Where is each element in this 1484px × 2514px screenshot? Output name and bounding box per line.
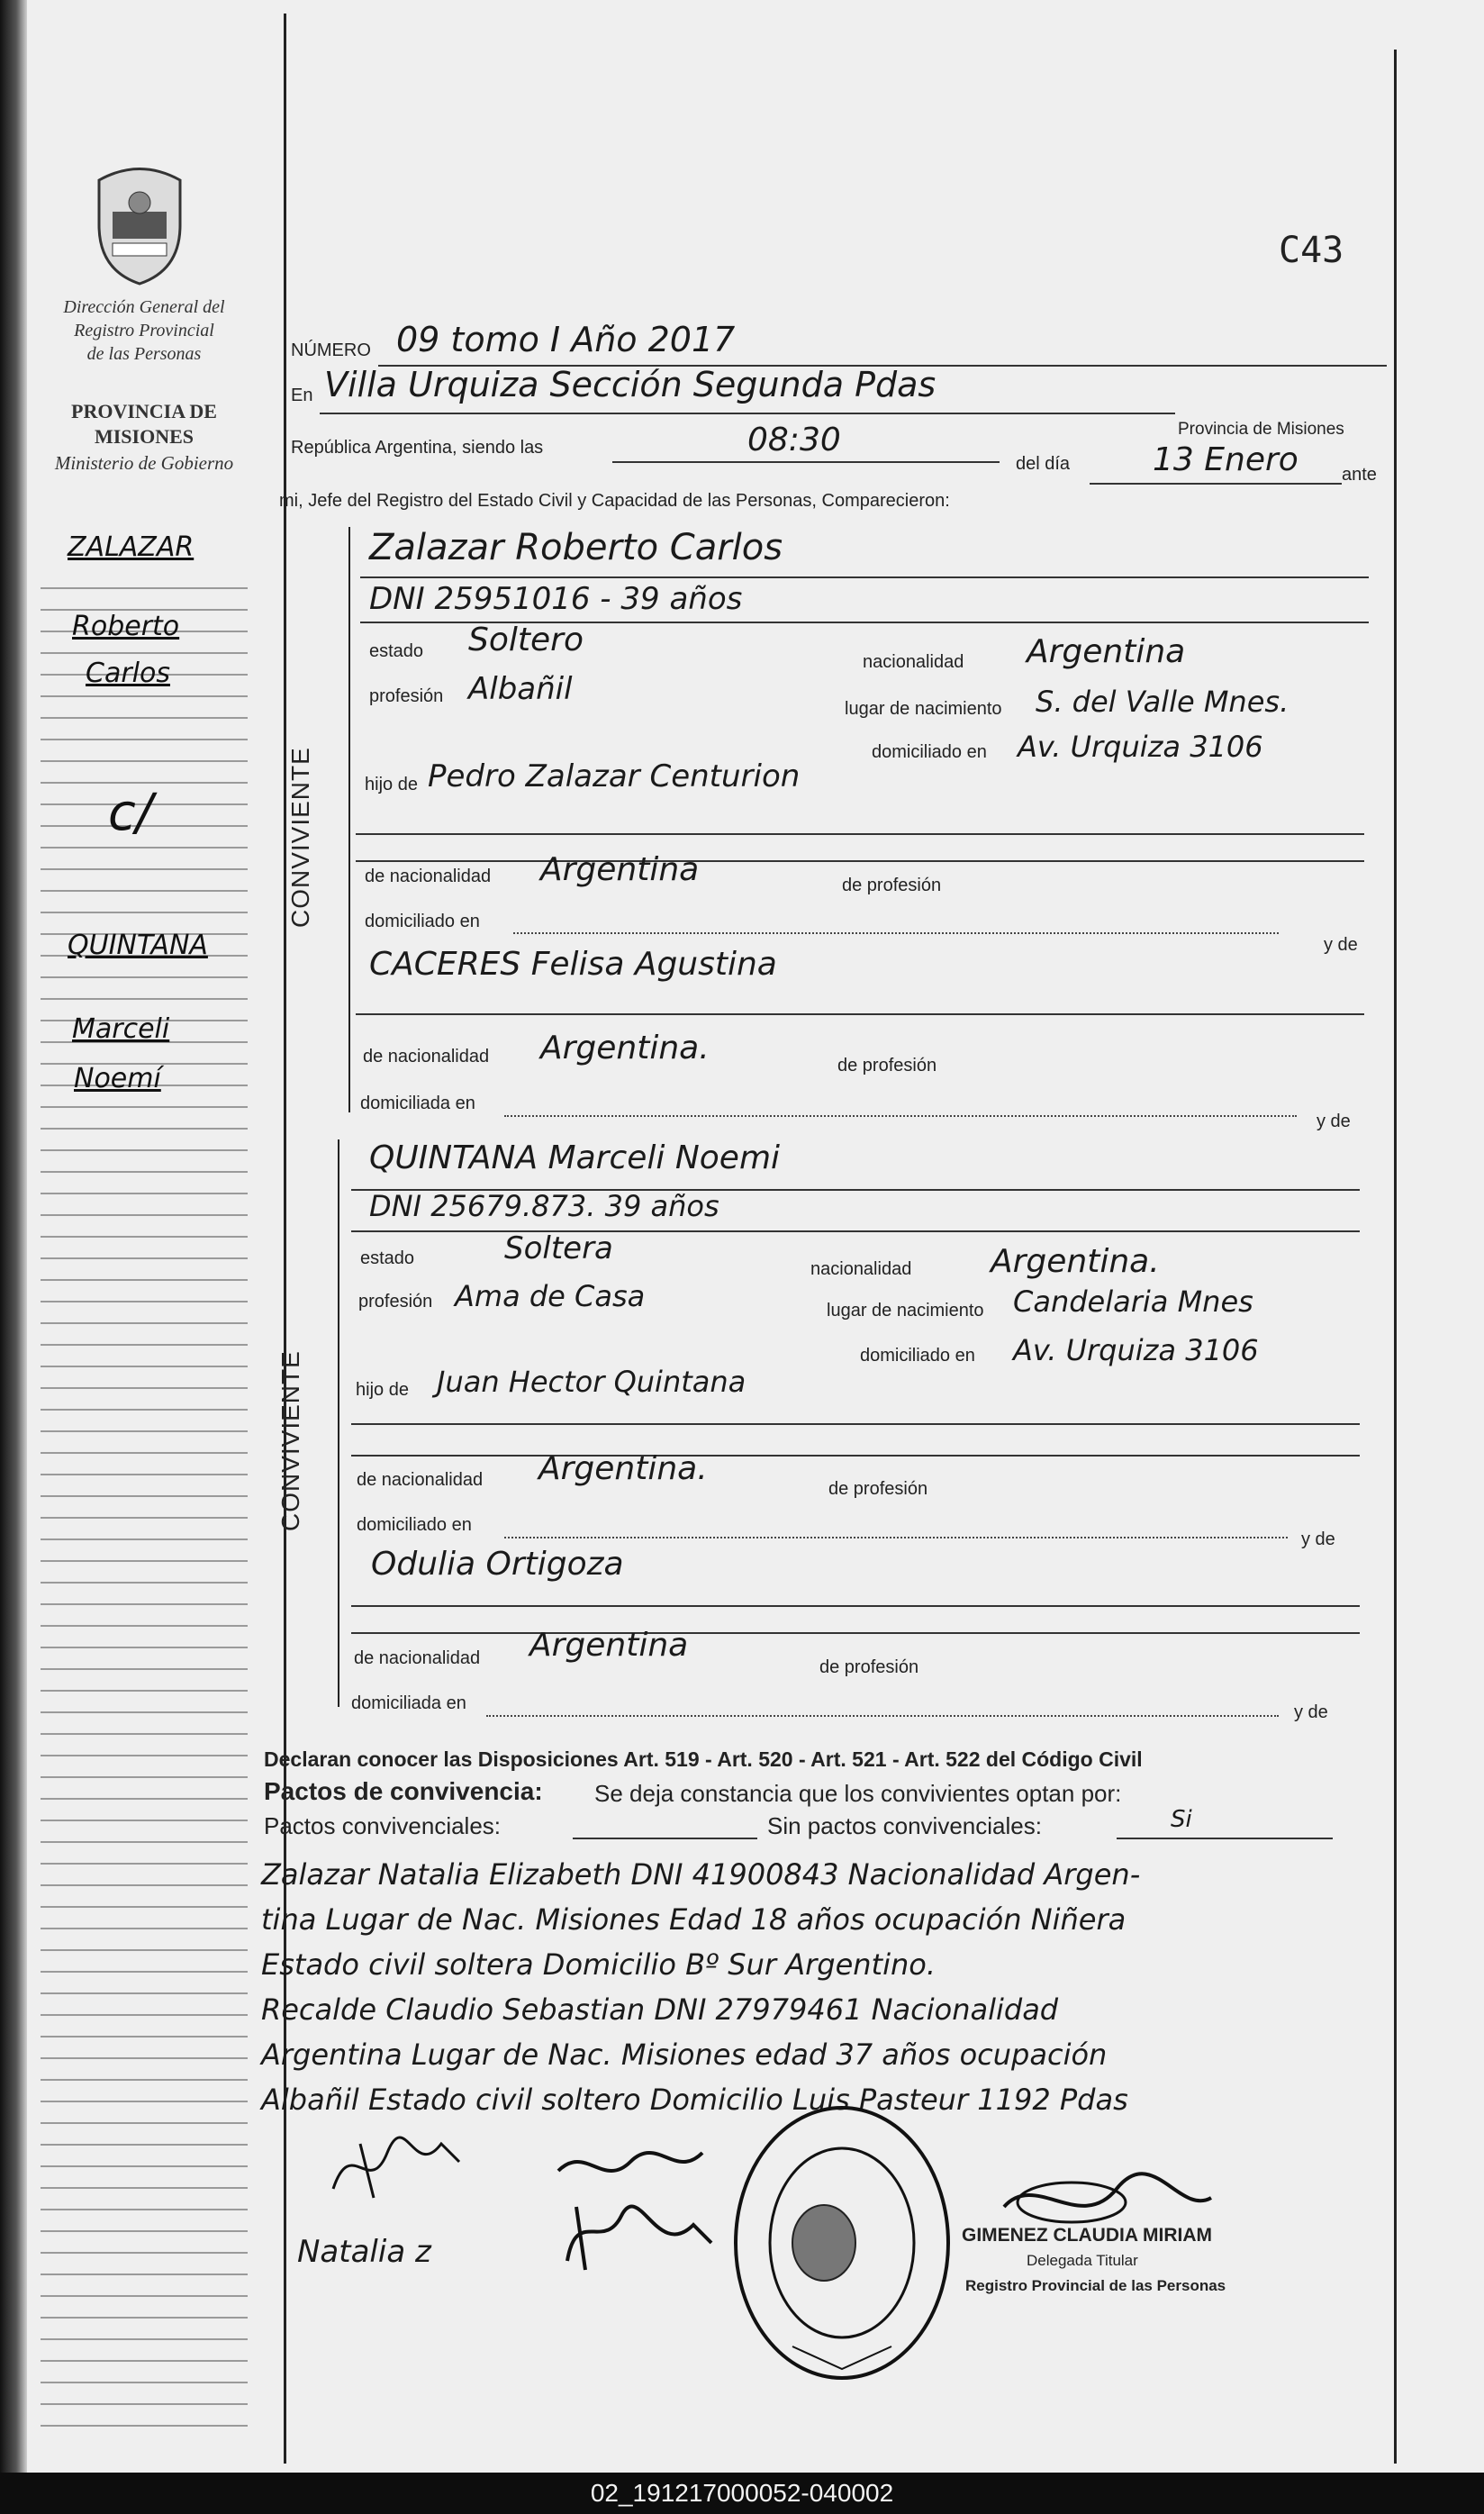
p1-dni: DNI 25951016 - 39 años: [369, 581, 743, 617]
rule: [351, 1423, 1360, 1425]
numero-value: 09 tomo I Año 2017: [396, 320, 736, 359]
conviviente-label-1: CONVIVIENTE: [286, 747, 314, 928]
margin-ruled-area: [41, 567, 248, 2441]
pactos-text: Se deja constancia que los convivientes optan por:: [594, 1780, 1122, 1807]
province-line2: MISIONES: [94, 425, 195, 448]
p1-name: Zalazar Roberto Carlos: [369, 527, 783, 568]
place-value: Villa Urquiza Sección Segunda Pdas: [324, 365, 937, 404]
rule: [320, 413, 1175, 414]
p2-estado-label: estado: [360, 1248, 415, 1268]
p1-mother-nac-label: de nacionalidad: [363, 1047, 490, 1066]
p2-father: Juan Hector Quintana: [437, 1365, 747, 1399]
rule: [356, 833, 1364, 835]
p2-domicilio: Av. Urquiza 3106: [1013, 1333, 1259, 1367]
p2-domicilio-label: domiciliado en: [860, 1346, 975, 1366]
conviviente-label-2: CONVIVIENTE: [276, 1350, 304, 1531]
rule: [504, 1537, 1288, 1538]
p2-mother-nac: Argentina: [529, 1627, 689, 1664]
date-value: 13 Enero: [1153, 441, 1298, 478]
p2-y-de-label: y de: [1301, 1529, 1335, 1549]
p2-profesion-label: profesión: [358, 1292, 433, 1311]
p2-mother-nac-label: de nacionalidad: [354, 1648, 481, 1668]
p2-mother-y-de: y de: [1294, 1702, 1328, 1722]
p1-estado: Soltero: [468, 622, 584, 658]
witness-line: Recalde Claudio Sebastian DNI 27979461 Nacionalidad: [261, 1992, 1059, 2027]
p1-mother-prof-label: de profesión: [837, 1056, 937, 1075]
right-margin-line: [1394, 50, 1397, 2464]
p1-father: Pedro Zalazar Centurion: [428, 758, 801, 794]
provincia-label: Provincia de Misiones: [1178, 420, 1344, 439]
p2-profesion: Ama de Casa: [455, 1279, 646, 1313]
province-line1: PROVINCIA DE: [71, 400, 217, 422]
p2-name: QUINTANA Marceli Noemi: [369, 1139, 781, 1176]
institution-line3: de las Personas: [86, 344, 202, 364]
p1-lugar: S. del Valle Mnes.: [1036, 685, 1289, 719]
p1-mother: CACERES Felisa Agustina: [369, 946, 777, 983]
rule: [351, 1230, 1360, 1232]
signature-scribble-2: [549, 2144, 720, 2279]
p2-estado: Soltera: [504, 1230, 613, 1266]
p1-lugar-label: lugar de nacimiento: [845, 699, 1002, 719]
p2-hijo-label: hijo de: [356, 1380, 409, 1400]
witness-line: Zalazar Natalia Elizabeth DNI 41900843 Nacionalidad Argen-: [261, 1857, 1141, 1892]
margin-surname-1: ZALAZAR: [68, 531, 195, 563]
p2-father-nac-label: de nacionalidad: [357, 1470, 484, 1490]
rule: [504, 1115, 1297, 1117]
page-number: C43: [1279, 230, 1344, 271]
signature-text: Natalia z: [297, 2234, 431, 2270]
p1-mother-dom-label: domiciliada en: [360, 1094, 475, 1113]
witness-line: Albañil Estado civil soltero Domicilio Luis Pasteur 1192 Pdas: [261, 2083, 1128, 2117]
provincial-seal-icon: [86, 162, 194, 288]
witness-line: Estado civil soltera Domicilio Bº Sur Argentino.: [261, 1947, 937, 1982]
margin-separator: c/: [108, 784, 153, 842]
numero-label: NÚMERO: [291, 340, 371, 360]
ante-label: ante: [1342, 465, 1377, 485]
witness-line: tina Lugar de Nac. Misiones Edad 18 años ocupación Niñera: [261, 1902, 1127, 1937]
p2-father-prof-label: de profesión: [828, 1479, 928, 1499]
ministry-name: Ministerio de Gobierno: [54, 452, 234, 474]
p2-lugar-label: lugar de nacimiento: [827, 1301, 984, 1321]
p1-nacionalidad: Argentina: [1027, 633, 1186, 670]
rule: [1117, 1838, 1333, 1839]
p1-mother-y-de: y de: [1317, 1112, 1351, 1131]
margin-given-1a: Roberto: [72, 611, 180, 642]
brace-1: [348, 527, 350, 1112]
witness-line: Argentina Lugar de Nac. Misiones edad 37 años ocupación: [261, 2038, 1108, 2072]
p1-father-nac-label: de nacionalidad: [365, 867, 492, 886]
p1-profesion: Albañil: [468, 671, 573, 707]
rule: [486, 1715, 1279, 1717]
p2-father-nac: Argentina.: [538, 1450, 708, 1487]
p1-hijo-label: hijo de: [365, 775, 418, 794]
official-title: Delegada Titular: [1027, 2252, 1138, 2269]
rule: [356, 1013, 1364, 1015]
p1-y-de-label: y de: [1324, 935, 1358, 955]
p2-mother-prof-label: de profesión: [819, 1657, 919, 1677]
pactos-conv-label: Pactos convivenciales:: [264, 1812, 502, 1839]
margin-given-2a: Marceli: [72, 1013, 170, 1045]
official-office: Registro Provincial de las Personas: [965, 2277, 1226, 2294]
book-binding: [0, 0, 27, 2473]
pactos-title: Pactos de convivencia:: [264, 1777, 543, 1805]
jefe-text: mi, Jefe del Registro del Estado Civil y Capacidad de las Personas, Comparecieron:: [279, 491, 950, 511]
rule: [351, 1455, 1360, 1457]
sin-pactos-label: Sin pactos convivenciales:: [767, 1812, 1042, 1839]
p2-nacionalidad: Argentina.: [991, 1243, 1160, 1280]
margin-given-2b: Noemí: [74, 1063, 161, 1094]
p1-estado-label: estado: [369, 641, 424, 661]
rule: [573, 1838, 757, 1839]
p2-mother-dom-label: domiciliada en: [351, 1693, 466, 1713]
republica-label: República Argentina, siendo las: [291, 438, 544, 458]
rule: [612, 461, 1000, 463]
p2-mother: Odulia Ortigoza: [371, 1546, 624, 1583]
p1-profesion-label: profesión: [369, 686, 444, 706]
official-name: GIMENEZ CLAUDIA MIRIAM: [962, 2225, 1213, 2246]
time-value: 08:30: [747, 422, 841, 458]
p2-dni: DNI 25679.873. 39 años: [369, 1189, 719, 1223]
dia-label: del día: [1016, 454, 1071, 474]
p1-father-nac: Argentina: [540, 851, 700, 888]
official-stamp-icon: [729, 2099, 955, 2387]
institution-line2: Registro Provincial: [74, 321, 214, 340]
p1-mother-nac: Argentina.: [540, 1030, 710, 1066]
margin-given-1b: Carlos: [86, 658, 170, 689]
p1-domicilio-label: domiciliado en: [872, 742, 987, 762]
p2-father-dom-label: domiciliado en: [357, 1515, 472, 1535]
margin-surname-2: QUINTANA: [68, 930, 208, 961]
rule: [513, 932, 1279, 934]
p1-father-dom-label: domiciliado en: [365, 912, 480, 931]
p1-domicilio: Av. Urquiza 3106: [1018, 730, 1263, 764]
p1-nacionalidad-label: nacionalidad: [863, 652, 964, 672]
declaration-line: Declaran conocer las Disposiciones Art. 519 - Art. 520 - Art. 521 - Art. 522 del Código Civil: [264, 1747, 1143, 1771]
en-label: En: [291, 386, 313, 405]
p2-nacionalidad-label: nacionalidad: [810, 1259, 912, 1279]
rule: [356, 860, 1364, 862]
rule: [351, 1632, 1360, 1634]
rule: [1090, 483, 1342, 485]
rule: [351, 1605, 1360, 1607]
institution-line1: Dirección General del: [63, 297, 225, 317]
signature-scribble-1: [324, 2126, 468, 2207]
sin-pactos-value: Si: [1171, 1806, 1192, 1833]
rule: [360, 576, 1369, 578]
brace-2: [338, 1139, 339, 1707]
p1-father-prof-label: de profesión: [842, 876, 942, 895]
document-id-footer: 02_191217000052-040002: [0, 2473, 1484, 2514]
p2-lugar: Candelaria Mnes: [1013, 1284, 1253, 1319]
